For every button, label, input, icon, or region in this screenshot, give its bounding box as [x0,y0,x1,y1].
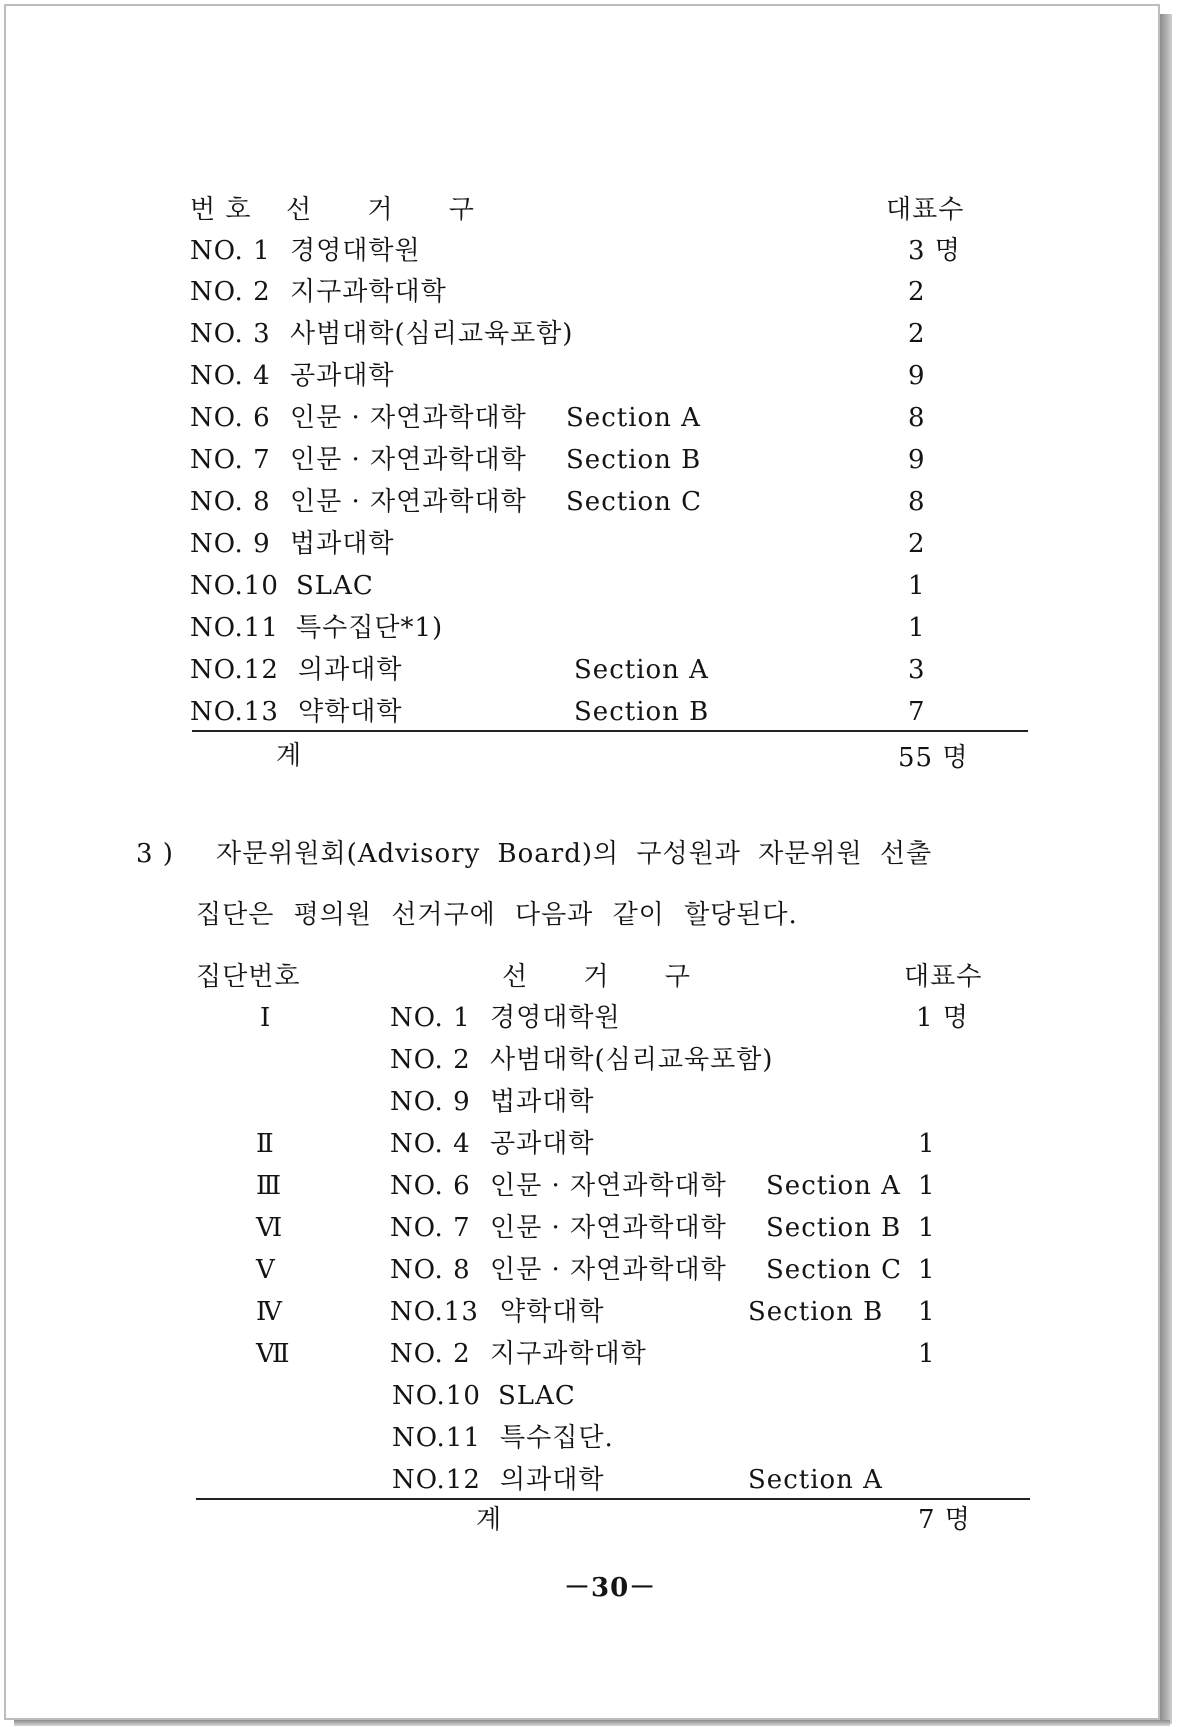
row-number: NO. 1 [190,236,271,266]
row-reps: 9 [908,361,926,391]
header-district: 선 거 구 [502,962,714,992]
row-reps: 3 명 [908,236,961,266]
row-district: 인문 · 자연과학대학 [490,1171,727,1201]
row-number: NO. 8 [390,1255,471,1285]
row-district: 약학대학 [500,1297,605,1327]
header-group-number: 집단번호 [196,962,301,992]
row-reps: 1 [908,571,926,601]
row-district: 특수집단*1) [296,613,444,643]
row-district: 사범대학(심리교육포함) [490,1045,774,1075]
row-section: Section A [766,1171,901,1201]
row-section: Section A [748,1465,883,1495]
row-number: NO.12 [392,1465,481,1495]
row-group: Ⅴ [256,1255,276,1285]
page-number: －30－ [564,1573,657,1603]
row-reps: 1 [918,1213,936,1243]
row-section: Section B [574,697,710,727]
row-district: 경영대학원 [290,236,421,266]
header-reps: 대표수 [904,962,983,992]
total-rule [196,1498,1030,1500]
row-group: I [260,1003,272,1033]
row-section: Section B [748,1297,884,1327]
row-reps: 7 [908,697,926,727]
row-number: NO. 7 [190,445,271,475]
row-reps: 9 [908,445,926,475]
row-district: 인문 · 자연과학대학 [490,1213,727,1243]
row-district: SLAC [498,1381,576,1411]
row-district: 사범대학(심리교육포함) [290,319,574,349]
row-district: 지구과학대학 [290,277,447,307]
total-rule [192,730,1028,732]
row-number: NO. 2 [390,1045,471,1075]
row-number: NO.10 [190,571,279,601]
row-district: 약학대학 [298,697,403,727]
total-value: 7 명 [918,1505,971,1535]
row-number: NO.13 [390,1297,479,1327]
row-number: NO.11 [190,613,279,643]
total-label: 계 [276,741,303,771]
row-number: NO. 3 [190,319,271,349]
row-district: 특수집단. [500,1423,614,1453]
row-district: 인문 · 자연과학대학 [290,487,527,517]
row-number: NO. 7 [390,1213,471,1243]
row-district: 의과대학 [298,655,403,685]
row-group: Ⅶ [256,1339,291,1369]
row-district: 법과대학 [290,529,395,559]
row-district: 인문 · 자연과학대학 [490,1255,727,1285]
paragraph-line-1: 자문위원회(Advisory Board)의 구성원과 자문위원 선출 [216,839,933,869]
row-district: 인문 · 자연과학대학 [290,445,527,475]
row-number: NO. 2 [390,1339,471,1369]
row-section: Section C [566,487,703,517]
row-district: 법과대학 [490,1087,595,1117]
row-number: NO. 2 [190,277,271,307]
row-number: NO.11 [392,1423,481,1453]
row-number: NO.12 [190,655,279,685]
row-number: NO. 4 [390,1129,471,1159]
row-number: NO. 6 [390,1171,471,1201]
total-label: 계 [476,1505,503,1535]
row-district: 공과대학 [490,1129,595,1159]
total-value: 55 명 [898,743,969,773]
row-district: 인문 · 자연과학대학 [290,403,527,433]
row-group: Ⅱ [256,1129,275,1159]
header-reps: 대표수 [886,195,965,225]
row-district: 공과대학 [290,361,395,391]
row-number: NO. 6 [190,403,271,433]
header-district: 선 거 구 [286,195,498,225]
row-district: SLAC [296,571,374,601]
row-number: NO. 9 [390,1087,471,1117]
row-group: Ⅲ [256,1171,283,1201]
row-reps: 1 [918,1255,936,1285]
row-section: Section C [766,1255,903,1285]
row-reps: 1 [918,1171,936,1201]
row-number: NO.10 [392,1381,481,1411]
row-reps: 8 [908,487,926,517]
row-section: Section A [574,655,709,685]
row-reps: 1 [918,1339,936,1369]
row-district: 의과대학 [500,1465,605,1495]
row-number: NO. 8 [190,487,271,517]
row-reps: 1 [908,613,926,643]
row-reps: 2 [908,529,926,559]
row-reps: 8 [908,403,926,433]
row-number: NO.13 [190,697,279,727]
row-reps: 1 명 [916,1003,969,1033]
row-reps: 3 [908,655,926,685]
row-section: Section B [766,1213,902,1243]
row-group: Ⅵ [256,1213,284,1243]
row-reps: 2 [908,319,926,349]
row-district: 경영대학원 [490,1003,621,1033]
row-section: Section A [566,403,701,433]
document-page [4,4,1160,1720]
row-number: NO. 1 [390,1003,471,1033]
row-group: Ⅳ [256,1297,283,1327]
row-number: NO. 4 [190,361,271,391]
header-number: 번 호 [190,195,252,225]
paragraph-line-2: 집단은 평의원 선거구에 다음과 같이 할당된다. [196,900,798,930]
page-shadow-right [1160,14,1172,1724]
paragraph-number: 3 ) [136,839,174,869]
row-section: Section B [566,445,702,475]
row-reps: 1 [918,1129,936,1159]
row-reps: 2 [908,277,926,307]
page-shadow-bottom [14,1720,1170,1726]
row-reps: 1 [918,1297,936,1327]
row-number: NO. 9 [190,529,271,559]
row-district: 지구과학대학 [490,1339,647,1369]
